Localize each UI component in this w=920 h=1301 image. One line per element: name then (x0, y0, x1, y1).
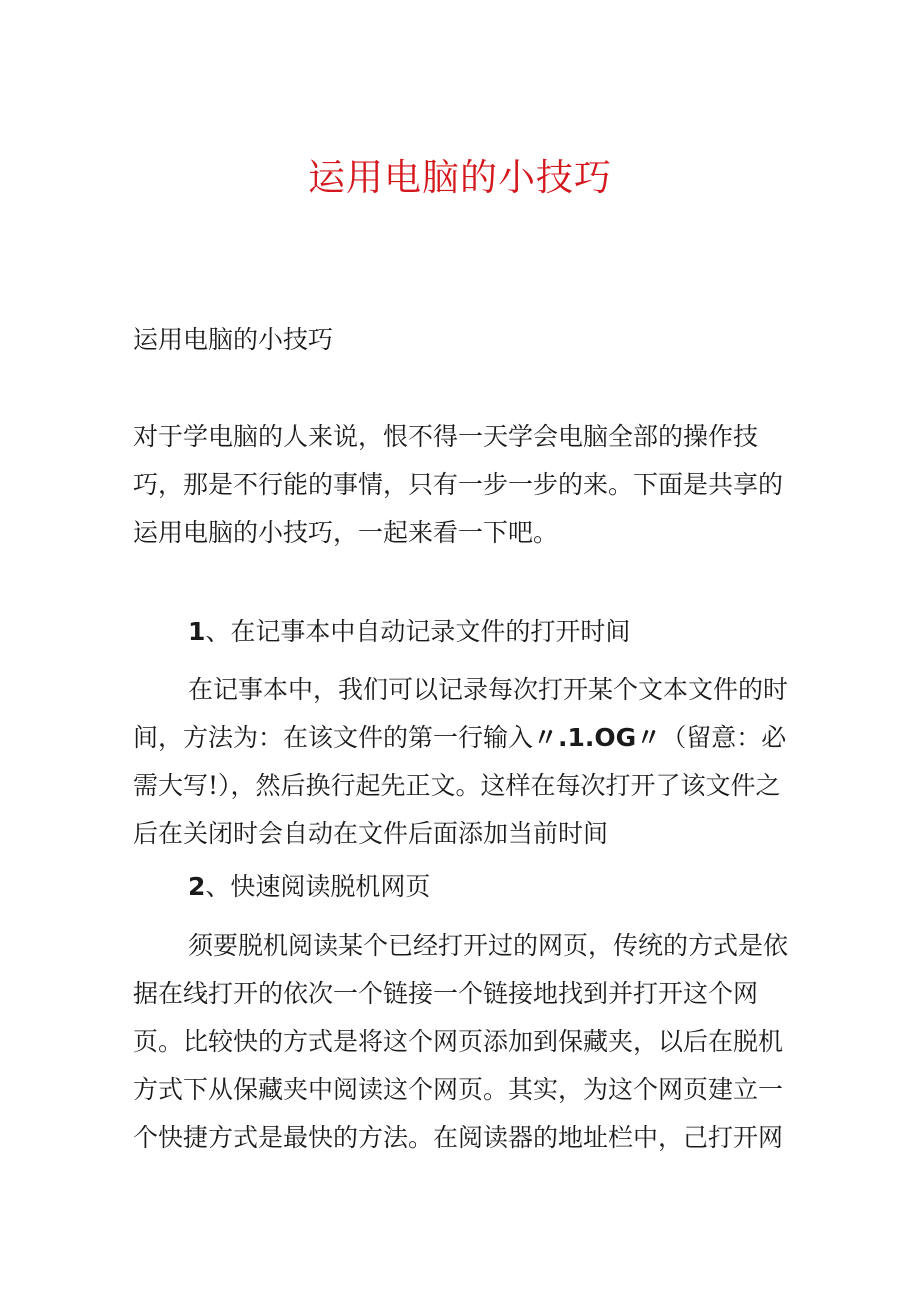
section-1-code: 〃.1.OG〃 (533, 723, 662, 752)
section-1-paragraph (133, 666, 793, 858)
section-2-paragraph: 须要脱机阅读某个已经打开过的网页，传统的方式是依据在线打开的依次一个链接一个链接地找到并打开这个网页。比较快的方式是将这个网页添加到保藏夹，以后在脱机方式下从保藏夹中阅读这个网页。其实，为这个网页建立一个快捷方式是最快的方法。在阅读器的地址栏中，己打开网 (133, 931, 789, 1152)
section-1-heading (133, 608, 793, 656)
section-2-heading-text: 、快速阅读脱机网页 (205, 872, 431, 901)
document-subtitle: 运用电脑的小技巧 (133, 325, 334, 354)
section-1-text-after: （留意：必需大写!），然后换行起先正文。这样在每次打开了该文件之后在关闭时会自动在文件后面添加当前时间 (133, 723, 787, 848)
section-2-heading (133, 863, 793, 911)
section-1-text-before: 在记事本中，我们可以记录每次打开某个文本文件的时间，方法为：在该文件的第一行输入 (133, 675, 789, 752)
document-title: 运用电脑的小技巧 (308, 156, 612, 199)
section-1-heading-text: 、在记事本中自动记录文件的打开时间 (205, 617, 631, 646)
intro-paragraph: 对于学电脑的人来说，恨不得一天学会电脑全部的操作技巧，那是不行能的事情，只有一步一步的来。下面是共享的运用电脑的小技巧，一起来看一下吧。 (133, 422, 784, 547)
section-2-number: 2 (188, 872, 206, 901)
section-1-number: 1 (188, 617, 206, 646)
